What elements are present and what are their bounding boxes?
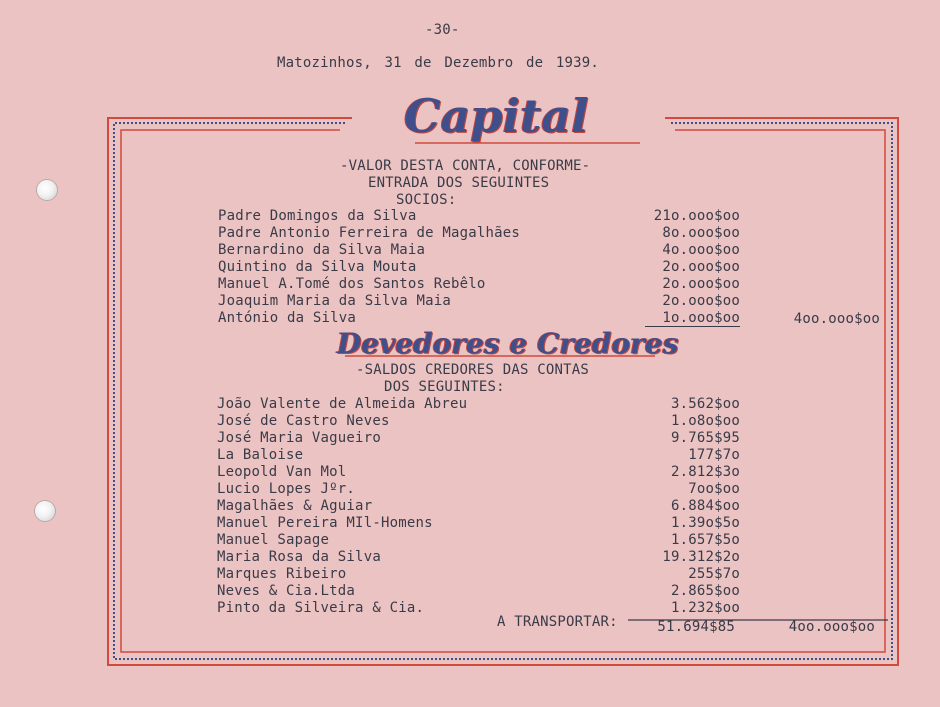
list-item-name: Pinto da Silveira & Cia. bbox=[217, 600, 425, 616]
list-item-amount: 3.562$oo bbox=[670, 396, 740, 412]
list-item-amount: 4o.ooo$oo bbox=[662, 242, 740, 258]
list-item-amount: 9.765$95 bbox=[670, 430, 740, 446]
list-item-amount: 177$7o bbox=[688, 447, 740, 463]
list-item-amount: 21o.ooo$oo bbox=[653, 208, 740, 224]
list-item-name: Neves & Cia.Ltda bbox=[217, 583, 356, 599]
list-item-name: Maria Rosa da Silva bbox=[217, 549, 381, 565]
list-item-amount: 19.312$2o bbox=[662, 549, 740, 565]
list-item-name: Manuel A.Tomé dos Santos Rebêlo bbox=[218, 276, 486, 292]
list-item-name: Magalhães & Aguiar bbox=[217, 498, 373, 514]
punch-hole-bottom bbox=[35, 501, 55, 521]
list-item-amount: 2.865$oo bbox=[670, 583, 740, 599]
list-item-name: Bernardino da Silva Maia bbox=[218, 242, 426, 258]
list-item-name: Quintino da Silva Mouta bbox=[218, 259, 417, 275]
list-item-name: Marques Ribeiro bbox=[217, 566, 347, 582]
list-item-name: Lucio Lopes Jºr. bbox=[217, 481, 356, 497]
capital-intro-line-2: ENTRADA DOS SEGUINTES bbox=[368, 175, 550, 191]
date-line: Matozinhos, 31 de Dezembro de 1939. bbox=[277, 55, 600, 71]
list-item-amount: 8o.ooo$oo bbox=[662, 225, 740, 241]
list-item-name: Joaquim Maria da Silva Maia bbox=[218, 293, 451, 309]
list-item-amount: 2o.ooo$oo bbox=[662, 293, 740, 309]
capital-intro-line-3: SOCIOS: bbox=[396, 192, 457, 208]
capital-intro-line-1: -VALOR DESTA CONTA, CONFORME- bbox=[340, 158, 591, 174]
devedores-intro-line-1: -SALDOS CREDORES DAS CONTAS bbox=[356, 362, 589, 378]
list-item-name: António da Silva bbox=[218, 310, 357, 326]
list-item-amount: 1.657$5o bbox=[670, 532, 740, 548]
list-item-amount: 2o.ooo$oo bbox=[662, 259, 740, 275]
transport-total: 4oo.ooo$oo bbox=[788, 619, 875, 635]
list-item-amount: 1o.ooo$oo bbox=[645, 310, 740, 327]
list-item-name: José Maria Vagueiro bbox=[217, 430, 381, 446]
transport-subtotal: 51.694$85 bbox=[657, 619, 735, 635]
list-item-name: José de Castro Neves bbox=[217, 413, 390, 429]
list-item-amount: 7oo$oo bbox=[688, 481, 740, 497]
devedores-intro-line-2: DOS SEGUINTES: bbox=[384, 379, 505, 395]
list-item-name: Padre Antonio Ferreira de Magalhães bbox=[218, 225, 521, 241]
list-item-name: Leopold Van Mol bbox=[217, 464, 347, 480]
page-number: -30- bbox=[425, 22, 460, 38]
transport-label: A TRANSPORTAR: bbox=[497, 614, 618, 630]
list-item-name: Padre Domingos da Silva bbox=[218, 208, 417, 224]
list-item-amount: 255$7o bbox=[688, 566, 740, 582]
capital-total: 4oo.ooo$oo bbox=[793, 311, 880, 327]
list-item-name: Manuel Pereira MIl-Homens bbox=[217, 515, 433, 531]
list-item-name: La Baloise bbox=[217, 447, 304, 463]
list-item-amount: 1.o8o$oo bbox=[670, 413, 740, 429]
list-item-amount: 6.884$oo bbox=[670, 498, 740, 514]
list-item-amount: 1.39o$5o bbox=[670, 515, 740, 531]
list-item-amount: 2o.ooo$oo bbox=[662, 276, 740, 292]
list-item-amount: 1.232$oo bbox=[670, 600, 740, 616]
list-item-name: Manuel Sapage bbox=[217, 532, 330, 548]
punch-hole-top bbox=[37, 180, 57, 200]
list-item-amount: 2.812$3o bbox=[670, 464, 740, 480]
devedores-title: Devedores e Credores bbox=[337, 327, 679, 360]
capital-title: Capital bbox=[404, 89, 589, 143]
list-item-name: João Valente de Almeida Abreu bbox=[217, 396, 468, 412]
